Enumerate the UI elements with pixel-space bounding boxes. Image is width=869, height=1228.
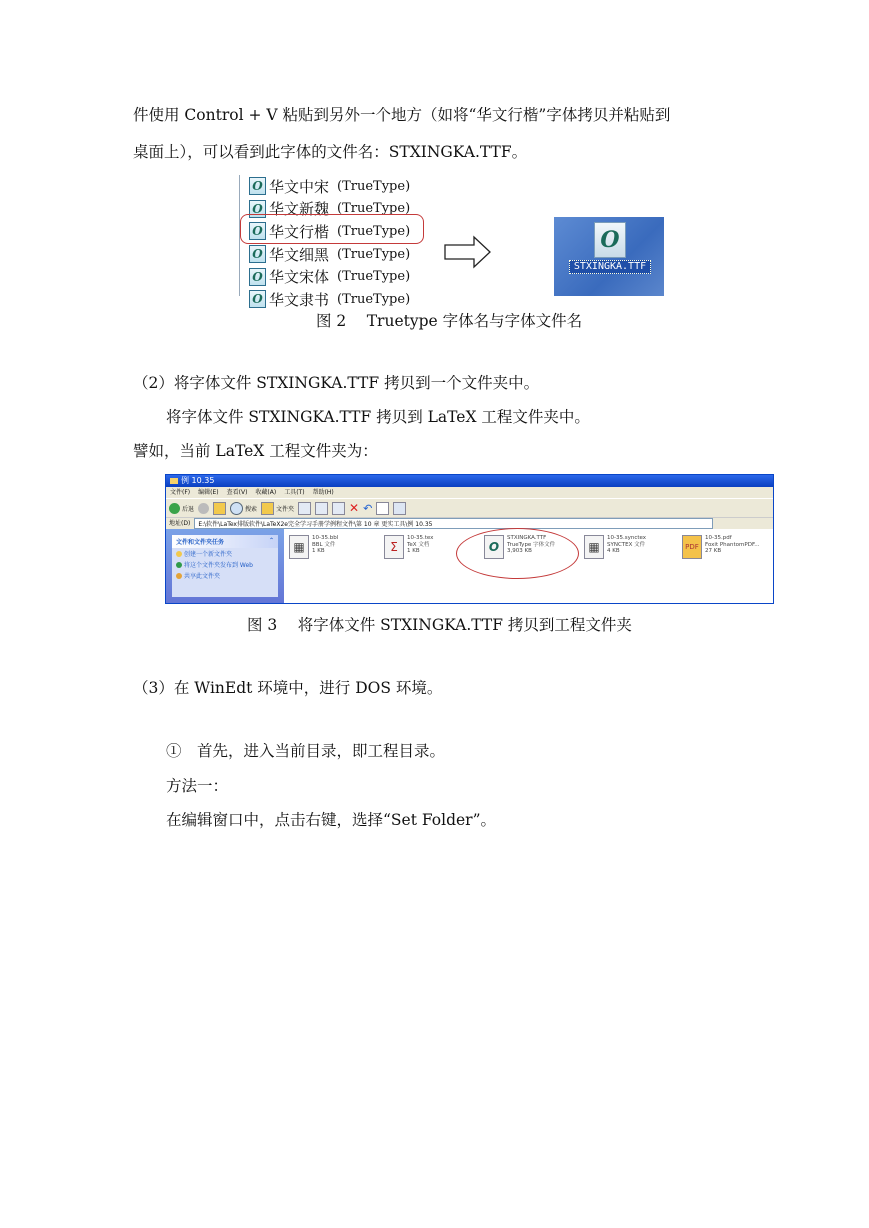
desktop-file-label: STXINGKA.TTF [569, 260, 651, 274]
collapse-icon: ⌃ [268, 537, 274, 544]
delete-icon: ✕ [349, 501, 360, 515]
address-field: E:\软件\LaTex排版软件\LaTeX2e完全学习手册学例程文件\第 10 章 更实工具\例 10.35 [194, 518, 713, 529]
folders-button: 文件夹 [261, 502, 294, 515]
menu-help: 帮助(H) [312, 489, 334, 496]
search-icon [230, 502, 243, 515]
menu-favorites: 收藏(A) [255, 489, 277, 496]
font-list-item-selected: O 华文行楷 (TrueType) [240, 220, 426, 243]
views-icon [393, 502, 406, 515]
window-title-bar [166, 475, 773, 487]
address-bar [166, 517, 773, 529]
body-text-line: 在编辑窗口中，点击右键，选择“Set Folder”。 [166, 811, 496, 829]
undo-icon: ↶ [363, 501, 373, 515]
bbl-file-icon: ▦ [289, 535, 309, 559]
truetype-font-icon: O [249, 290, 266, 308]
toolbar [166, 498, 773, 517]
file-item: Σ 10-35.tex TeX 文档 1 KB [384, 535, 433, 559]
right-arrow-icon [444, 236, 492, 268]
truetype-font-icon: O [484, 535, 504, 559]
task-publish-web: 将这个文件夹发布到 Web [172, 559, 278, 570]
task-share-folder: 共享此文件夹 [172, 570, 278, 581]
search-button: 搜索 [230, 502, 257, 515]
highlight-oval [240, 214, 424, 244]
cut-icon [298, 502, 311, 515]
task-panel [172, 535, 278, 597]
truetype-font-icon: O [249, 177, 266, 195]
file-item: ▦ 10-35.synctex SYNCTEX 文件 4 KB [584, 535, 646, 559]
menu-file: 文件(F) [170, 489, 191, 496]
file-item: ▦ 10-35.bbl BBL 文件 1 KB [289, 535, 338, 559]
body-text-line: 将字体文件 STXINGKA.TTF 拷贝到 LaTeX 工程文件夹中。 [166, 408, 590, 426]
font-list-item: O 华文隶书 (TrueType) [240, 288, 426, 311]
desktop-font-file [554, 217, 664, 296]
globe-icon [176, 562, 182, 568]
menu-view: 查看(V) [226, 489, 248, 496]
truetype-font-icon: O [249, 222, 266, 240]
forward-icon [198, 503, 209, 514]
new-folder-icon [176, 551, 182, 557]
figure-caption: 图 2 Truetype 字体名与字体文件名 [316, 312, 583, 330]
body-text-line: 件使用 Control + V 粘贴到另外一个地方（如将“华文行楷”字体拷贝并粘贴到 [133, 106, 671, 124]
file-item: PDF 10-35.pdf Foxit PhantomPDF... 27 KB [682, 535, 759, 559]
body-text-line: ① 首先，进入当前目录，即工程目录。 [166, 742, 446, 760]
body-text-line: 譬如，当前 LaTeX 工程文件夹为： [133, 442, 378, 460]
task-pane [166, 529, 284, 603]
task-panel-header: 文件和文件夹任务 ⌃ [172, 535, 278, 548]
body-text-line: 方法一： [166, 777, 229, 795]
truetype-font-icon: O [249, 268, 266, 286]
font-list-item: O 华文中宋 (TrueType) [240, 175, 426, 198]
menu-edit: 编辑(E) [198, 489, 219, 496]
share-folder-icon [176, 573, 182, 579]
figure-caption: 图 3 将字体文件 STXINGKA.TTF 拷贝到工程文件夹 [247, 616, 632, 634]
up-folder-icon [213, 502, 226, 515]
truetype-font-icon: O [249, 245, 266, 263]
back-icon [169, 503, 180, 514]
explorer-window-screenshot [165, 474, 774, 604]
paste-icon [332, 502, 345, 515]
file-item-font: O STXINGKA.TTF TrueType 字体文件 3,903 KB [484, 535, 555, 559]
folder-icon [170, 478, 178, 484]
window-title: 例 10.35 [181, 476, 215, 485]
properties-icon [376, 502, 389, 515]
address-label: 地址(D) [169, 520, 191, 527]
highlight-oval [456, 528, 579, 579]
back-button: 后退 [169, 503, 194, 514]
body-text-line: 桌面上），可以看到此字体的文件名：STXINGKA.TTF。 [133, 143, 528, 161]
step-heading: （2）将字体文件 STXINGKA.TTF 拷贝到一个文件夹中。 [133, 374, 540, 392]
synctex-file-icon: ▦ [584, 535, 604, 559]
truetype-font-icon: O [249, 200, 266, 218]
step-heading: （3）在 WinEdt 环境中，进行 DOS 环境。 [133, 679, 443, 697]
task-new-folder: 创建一个新文件夹 [172, 548, 278, 559]
font-list-item: O 华文新魏 (TrueType) [240, 198, 426, 221]
font-list-item: O 华文细黑 (TrueType) [240, 243, 426, 266]
menu-bar [166, 487, 773, 498]
menu-tools: 工具(T) [284, 489, 305, 496]
pdf-file-icon: PDF [682, 535, 702, 559]
font-file-icon: O [594, 222, 626, 258]
folder-icon [261, 502, 274, 515]
copy-icon [315, 502, 328, 515]
tex-file-icon: Σ [384, 535, 404, 559]
font-list-item: O 华文宋体 (TrueType) [240, 265, 426, 288]
